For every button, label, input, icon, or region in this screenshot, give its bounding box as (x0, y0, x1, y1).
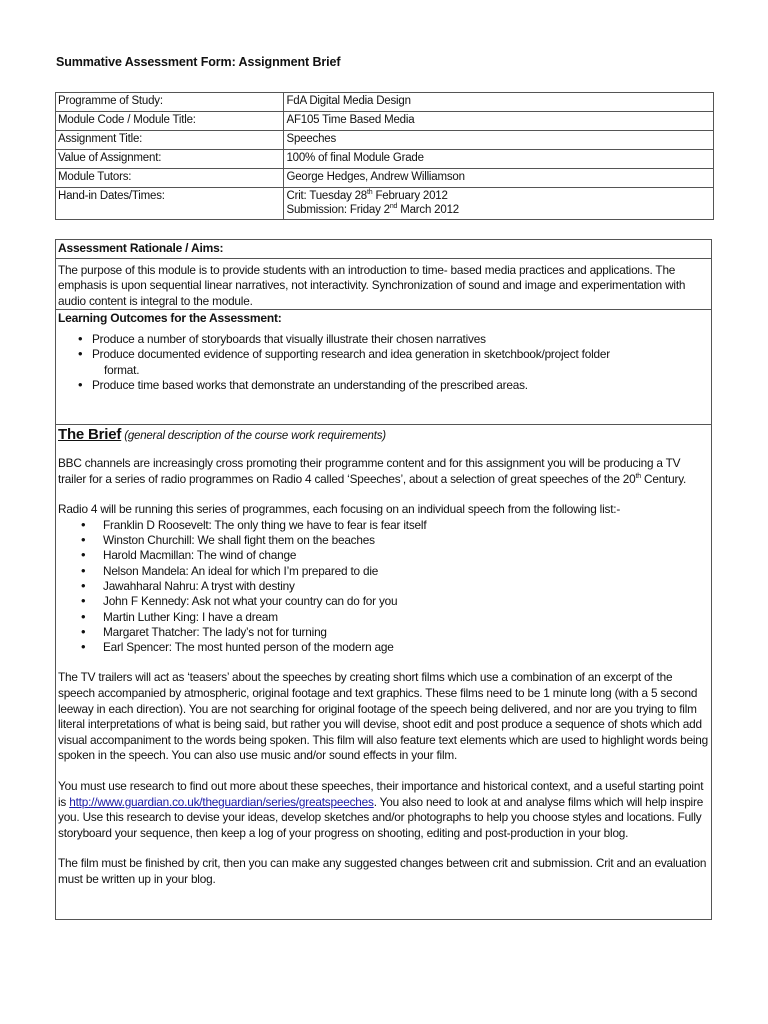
outcomes-list (56, 332, 711, 393)
submission-date (286, 203, 711, 217)
table-row (56, 112, 714, 131)
tutors-label: Module Tutors: (56, 169, 284, 188)
trailer-description-paragraph: The TV trailers will act as ‘teasers’ about the speeches by creating short films which use a combination of an excerpt of the speech accompanied by atmospheric, original footage and text graphics. These films need to be 1 minute long (with a 5 second leeway in each direction). You are not searching for original footage of the speech being delivered, and nor are you trying to film literal interpretations of what is being said, but rather you will devise, shoot edit and post produce a sequence of shots which add visual accompaniment to the words being spoken. This film will also feature text elements which are used to highlight words being spoken in the speech. You can also use music and/or sound effects in your film. (58, 670, 709, 763)
list-item: • John F Kennedy: Ask not what your country can do for you (103, 594, 711, 609)
table-row (56, 131, 714, 150)
brief-intro-suffix: th (635, 472, 641, 480)
list-item (92, 332, 711, 347)
outcome-text: Produce a number of storyboards that visually illustrate their chosen narratives (92, 332, 486, 346)
aims-text: The purpose of this module is to provide students with an introduction to time- based media practices and applications. The emphasis is upon sequential linear narratives, not interactivity. Synchronization of sound and image and experimentation with audio content is integral to the module. (58, 263, 686, 308)
brief-section (55, 424, 712, 920)
speeches-list (56, 518, 711, 656)
outcome-text: Produce documented evidence of supporting research and idea generation in sketchbook/project folder (92, 347, 610, 362)
research-paragraph (56, 779, 711, 841)
programme-value: FdA Digital Media Design (284, 93, 714, 112)
aims-section (55, 239, 712, 310)
assignment-title-value: Speeches (284, 131, 714, 150)
submission-date-text: Submission: Friday 2 (286, 204, 390, 216)
research-text: You must use research to find out more about these speeches, their importance and historical context, and a useful starting point is (58, 779, 704, 809)
programme-label: Programme of Study: (56, 93, 284, 112)
value-label: Value of Assignment: (56, 150, 284, 169)
crit-date (286, 189, 711, 203)
learning-outcomes-section (55, 309, 712, 425)
guardian-speeches-link[interactable]: http://www.guardian.co.uk/theguardian/series/greatspeeches (69, 794, 374, 809)
outcome-text-continued: format. (104, 362, 140, 377)
list-item: • Earl Spencer: The most hunted person of the modern age (103, 640, 711, 655)
list-item: • Jawahharal Nahru: A tryst with destiny (103, 579, 711, 594)
crit-date-text: Crit: Tuesday 28 (286, 190, 368, 202)
brief-intro-paragraph (56, 456, 711, 487)
crit-date-suffix: th (367, 189, 373, 197)
list-item: • Margaret Thatcher: The lady’s not for turning (103, 625, 711, 640)
brief-heading (56, 425, 711, 445)
table-row (56, 188, 714, 220)
list-item: • Winston Churchill: We shall fight them on the beaches (103, 533, 711, 548)
outcome-text: Produce time based works that demonstrate an understanding of the prescribed areas. (92, 377, 528, 392)
table-row (56, 150, 714, 169)
aims-heading: Assessment Rationale / Aims: (56, 240, 711, 259)
module-value: AF105 Time Based Media (284, 112, 714, 131)
list-item (92, 378, 711, 393)
table-row (56, 93, 714, 112)
deadline-paragraph: The film must be finished by crit, then you can make any suggested changes between crit and submission. Crit and an evaluation must be written up in your blog. (58, 856, 707, 886)
table-row (56, 169, 714, 188)
list-item: • Harold Macmillan: The wind of change (103, 548, 711, 563)
research-text-continued: . You also need to look at and analyse films which will help inspire you. Use this research to devise your ideas, develop sketches and/or photographs to help you choose styles and locations. Fully storyboard your sequence, then keep a log of your progress on shooting, editing and post-production in your blog. (58, 794, 704, 840)
brief-intro-end: Century. (640, 471, 687, 486)
list-item (92, 347, 711, 378)
page-title: Summative Assessment Form: Assignment Brief (56, 55, 341, 69)
brief-intro-text: BBC channels are increasingly cross promoting their programme content and for this assignment you will be producing a TV trailer for a series of radio programmes on Radio 4 called ‘Speeches’, about a selection of great speeches of the 20 (58, 456, 681, 486)
crit-date-month: February 2012 (372, 190, 448, 202)
list-item: • Martin Luther King: I have a dream (103, 610, 711, 625)
list-item: • Nelson Mandela: An ideal for which I’m prepared to die (103, 564, 711, 579)
brief-title: The Brief (58, 426, 122, 443)
list-item: • Franklin D Roosevelt: The only thing we have to fear is fear itself (103, 518, 711, 533)
value-value: 100% of final Module Grade (284, 150, 714, 169)
module-label: Module Code / Module Title: (56, 112, 284, 131)
tutors-value: George Hedges, Andrew Williamson (284, 169, 714, 188)
submission-date-month: March 2012 (397, 204, 459, 216)
brief-subtitle: (general description of the course work requirements) (124, 430, 386, 442)
speech-list-intro: Radio 4 will be running this series of programmes, each focusing on an individual speech from the following list:- (58, 502, 621, 517)
submission-date-suffix: nd (389, 203, 398, 211)
outcomes-heading: Learning Outcomes for the Assessment: (58, 311, 282, 325)
assignment-details-table (55, 92, 714, 220)
hand-in-value (284, 188, 714, 220)
hand-in-label: Hand-in Dates/Times: (56, 188, 284, 220)
assignment-title-label: Assignment Title: (56, 131, 284, 150)
